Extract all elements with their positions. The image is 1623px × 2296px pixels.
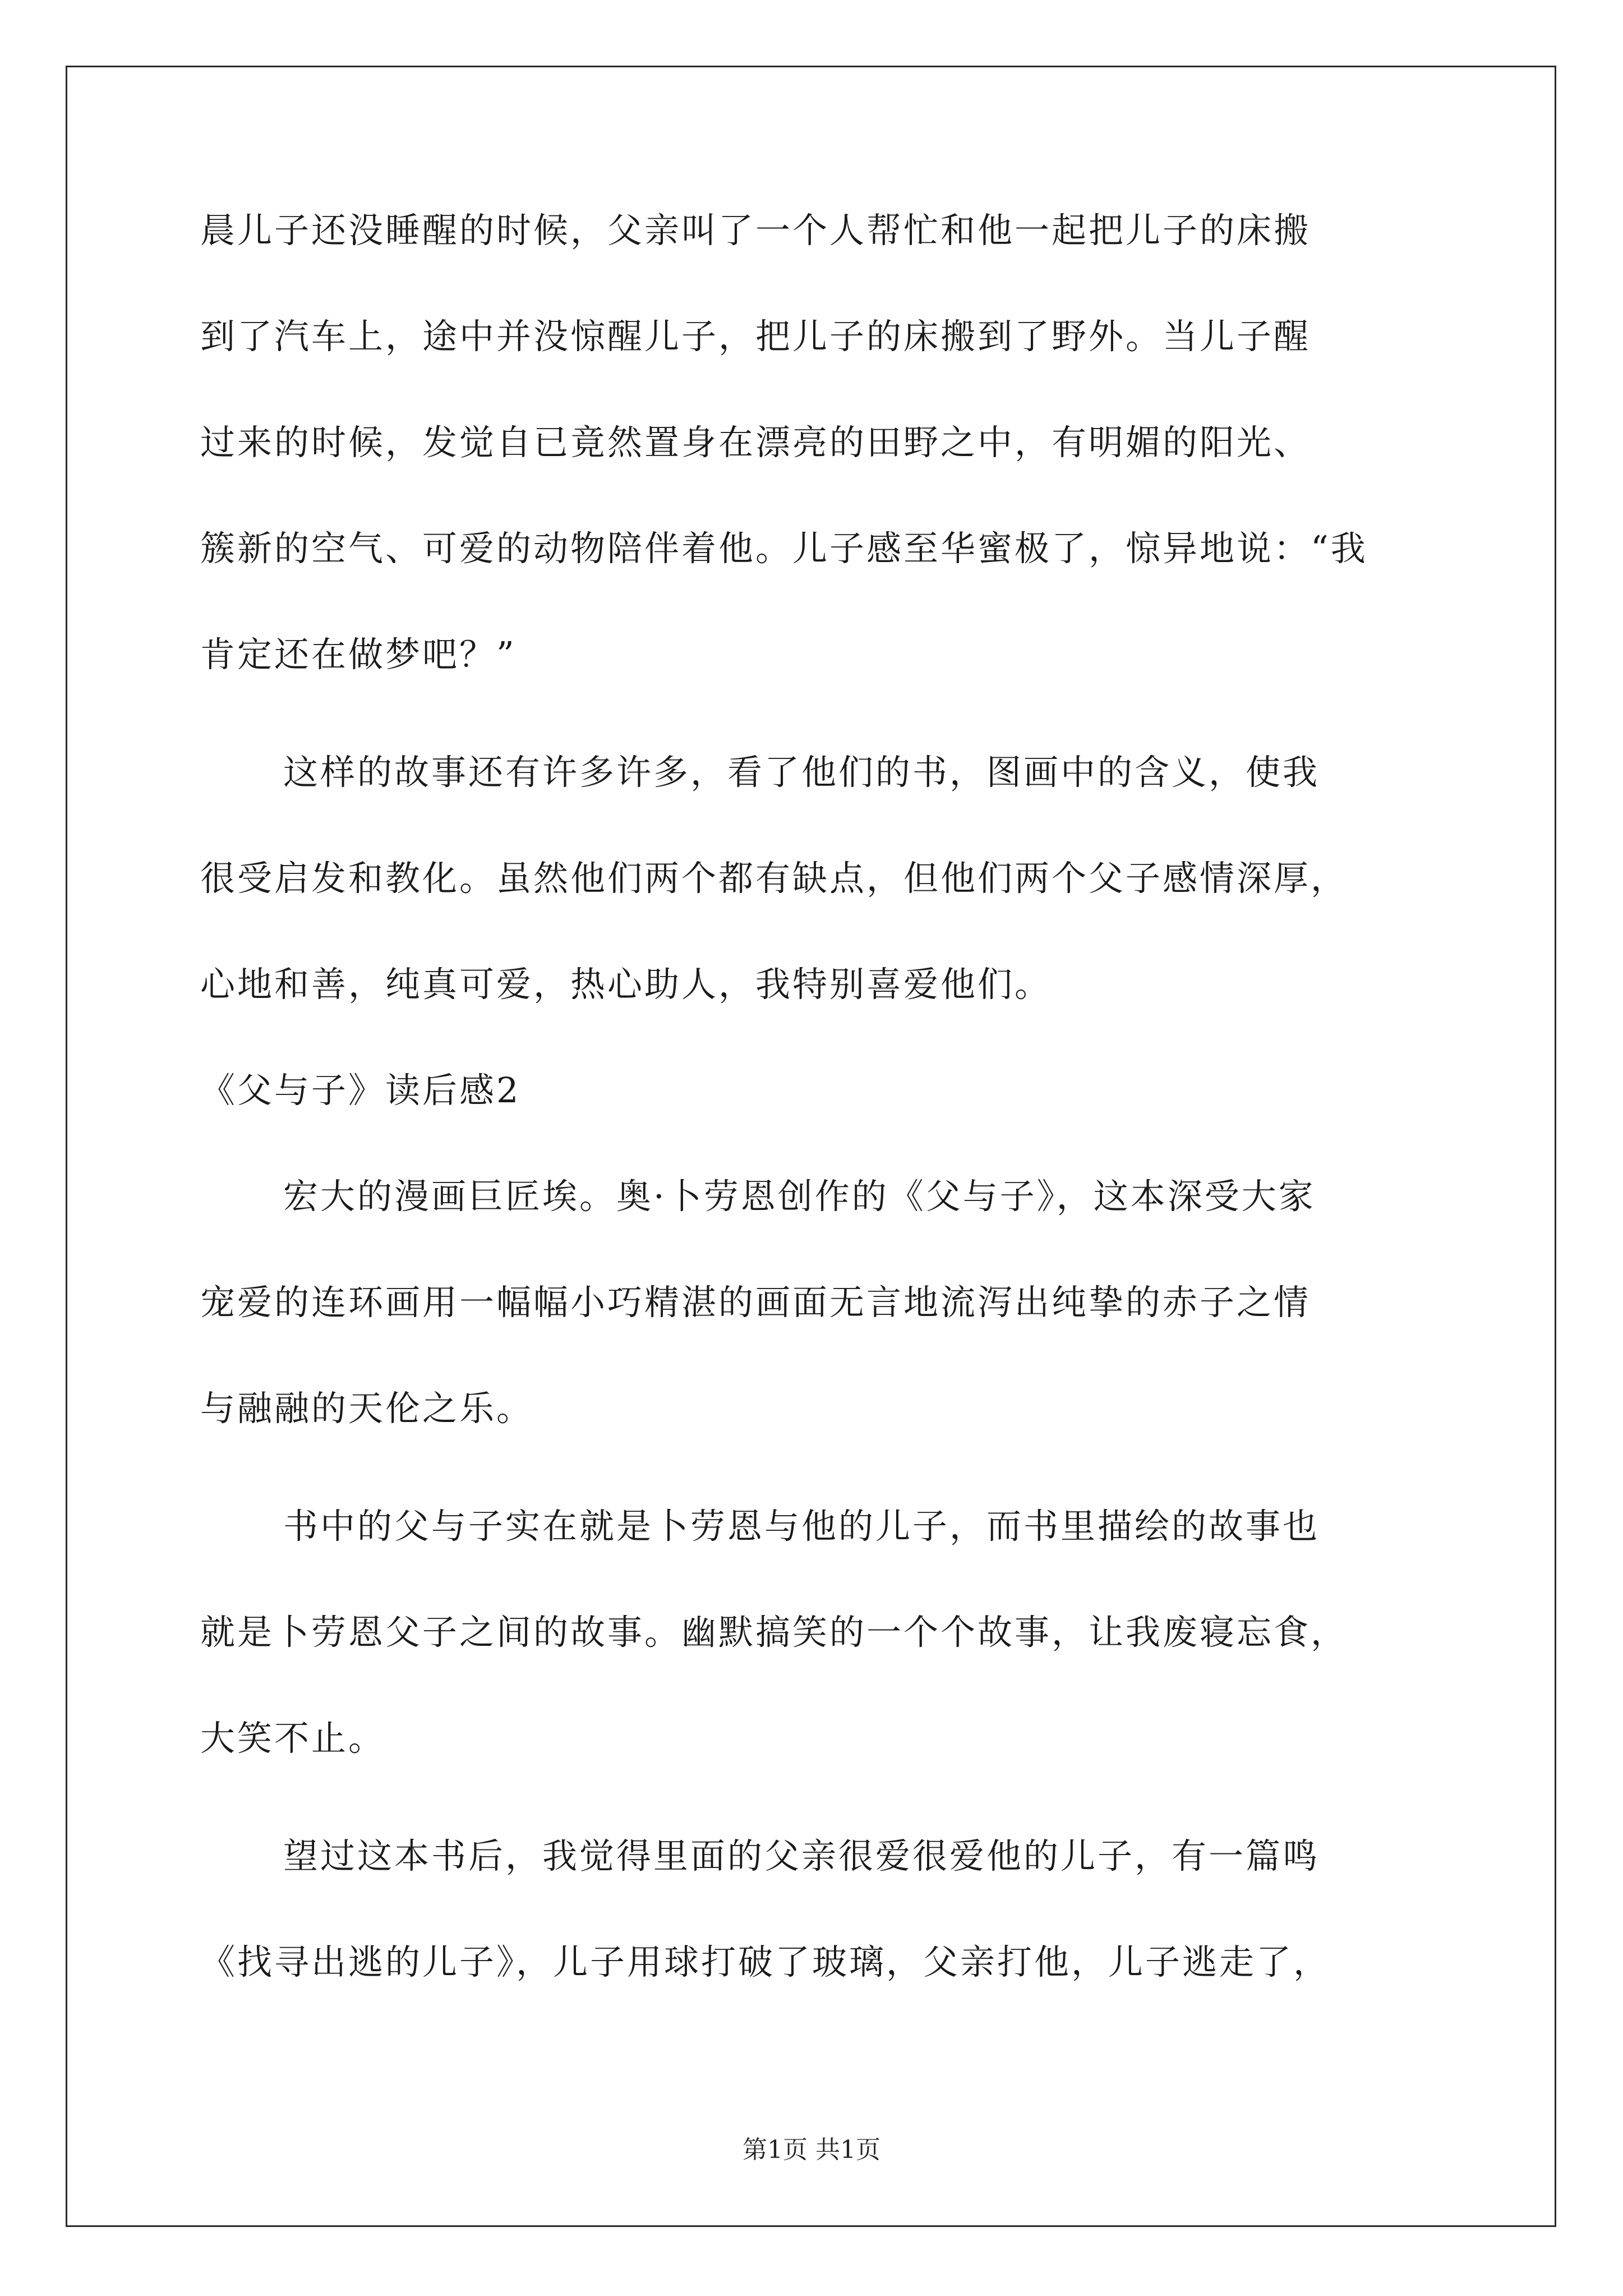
paragraph-first-line: 望过这本书后，我觉得里面的父亲很爱很爱他的儿子，有一篇鸣 [283, 1835, 1320, 1876]
text-line: 过来的时候，发觉自已竟然置身在漂亮的田野之中，有明媚的阳光、 [200, 422, 1311, 463]
section-heading: 《父与子》读后感2 [200, 1070, 521, 1111]
text-line: 与融融的天伦之乐。 [200, 1388, 534, 1429]
text-line: 宠爱的连环画用一幅幅小巧精湛的画面无言地流泻出纯挚的赤子之情 [200, 1282, 1311, 1323]
text-line: 肯定还在做梦吧？” [200, 634, 517, 675]
text-line: 簇新的空气、可爱的动物陪伴着他。儿子感至华蜜极了，惊异地说：“我 [200, 528, 1368, 569]
paragraph-first-line: 这样的故事还有许多许多，看了他们的书，图画中的含义，使我 [283, 752, 1320, 793]
text-line: 就是卜劳恩父子之间的故事。幽默搞笑的一个个故事，让我废寝忘食， [200, 1612, 1348, 1653]
text-line: 《找寻出逃的儿子》，儿子用球打破了玻璃，父亲打他，儿子逃走了， [200, 1941, 1331, 1982]
paragraph-first-line: 宏大的漫画巨匠埃。奥·卜劳恩创作的《父与子》，这本深受大家 [283, 1176, 1316, 1217]
text-line: 到了汽车上，途中并没惊醒儿子，把儿子的床搬到了野外。当儿子醒 [200, 316, 1311, 357]
page-border [66, 66, 1556, 2227]
text-line: 大笑不止。 [200, 1718, 386, 1759]
paragraph-first-line: 书中的父与子实在就是卜劳恩与他的儿子，而书里描绘的故事也 [283, 1506, 1320, 1547]
page-footer: 第1页 共1页 [743, 2136, 880, 2164]
text-line: 很受启发和教化。虽然他们两个都有缺点，但他们两个父子感情深厚， [200, 858, 1348, 899]
text-line: 心地和善，纯真可爱，热心助人，我特别喜爱他们。 [200, 964, 1052, 1005]
text-line: 晨儿子还没睡醒的时候，父亲叫了一个人帮忙和他一起把儿子的床搬 [200, 210, 1311, 251]
